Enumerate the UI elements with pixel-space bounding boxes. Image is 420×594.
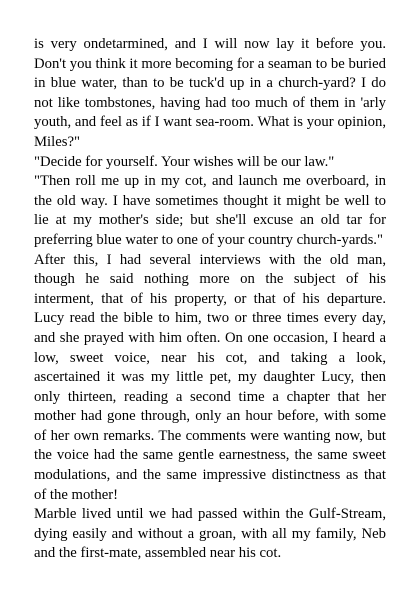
paragraph-4: After this, I had several interviews with the old man, though he said nothing more on the subject of his interment, that of his property, or that of his departure. Lucy read the bible to him, two or three times every day, and she prayed with him often. On one occasion, I heard a low, sweet voice, near his cot, and taking a look, ascertained it was my little pet, my daughter Lucy, then only thirteen, reading a second time a chapter that her mother had gone through, only an hour before, with some of her own remarks. The comments were wanting now, but the voice had the same gentle earnestness, the same sweet modulations, and the same impressive distinctness as that of the mother! bbox=[34, 251, 386, 503]
paragraph-5: Marble lived until we had passed within the Gulf-Stream, dying easily and without a groan, with all my family, Neb and the first-mate, assembled near his cot. bbox=[34, 506, 386, 562]
page-body bbox=[34, 35, 386, 564]
paragraph-3: "Then roll me up in my cot, and launch me overboard, in the old way. I have sometimes thought it might be well to lie at my mother's side; but she'll excuse an old tar for preferring blue water to one of your country church-yards." bbox=[34, 173, 386, 248]
paragraph-2: "Decide for yourself. Your wishes will be our law." bbox=[34, 153, 335, 170]
paragraph-1: is very ondetarmined, and I will now lay it before you. Don't you think it more becoming for a seaman to be buried in blue water, than to be tuck'd up in a church-yard? I do not like tombstones, having had too much of them in 'arly youth, and feel as if I want sea-room. What is your opinion, Miles?" bbox=[34, 36, 386, 150]
